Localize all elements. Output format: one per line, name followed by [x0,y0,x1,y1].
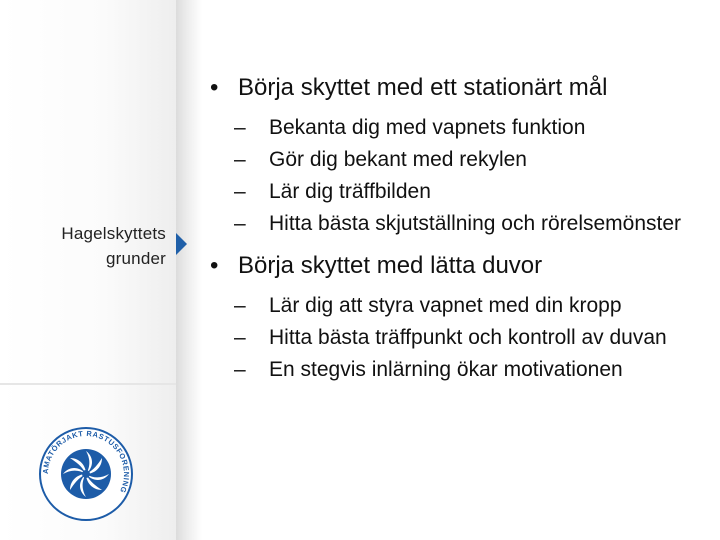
sub-item-text: Hitta bästa skjutställning och rörelsemönster [269,212,682,235]
sub-item-text: Bekanta dig med vapnets funktion [269,116,586,139]
slide-content [210,72,710,396]
sub-item [234,112,710,144]
dash-icon: – [234,116,246,139]
sub-item-text: Lär dig att styra vapnet med din kropp [269,294,622,317]
dash-icon: – [234,358,246,381]
bullet-text: Börja skyttet med ett stationärt mål [238,74,608,101]
bullet-dot-icon: • [210,74,219,101]
bullet-item [210,72,710,104]
sub-list [234,112,710,240]
section-title-line2: grunder [106,249,166,268]
dash-icon: – [234,180,246,203]
sub-item [234,176,710,208]
current-section-arrow-icon [176,233,187,255]
sub-item-text: Lär dig träffbilden [269,180,431,203]
sub-item-text: Gör dig bekant med rekylen [269,148,527,171]
logo-ring-text: AMATÖRJAKT RASTUSFORENING [40,428,132,495]
sub-item [234,322,710,354]
dash-icon: – [234,148,246,171]
panel-shadow [176,0,202,540]
dash-icon: – [234,294,246,317]
sub-item-text: Hitta bästa träffpunkt och kontroll av duvan [269,326,667,349]
sub-item [234,208,710,240]
section-title-line1: Hagelskyttets [61,224,166,243]
organization-logo [36,424,136,524]
bullet-dot-icon: • [210,252,219,279]
sub-list [234,290,710,386]
sub-item [234,354,710,386]
bullet-item [210,250,710,282]
sub-item-text: En stegvis inlärning ökar motivationen [269,358,623,381]
panel-divider [0,383,176,385]
section-title [61,221,166,271]
bullet-text: Börja skyttet med lätta duvor [238,252,543,279]
sub-item [234,290,710,322]
dash-icon: – [234,326,246,349]
dash-icon: – [234,212,246,235]
sub-item [234,144,710,176]
